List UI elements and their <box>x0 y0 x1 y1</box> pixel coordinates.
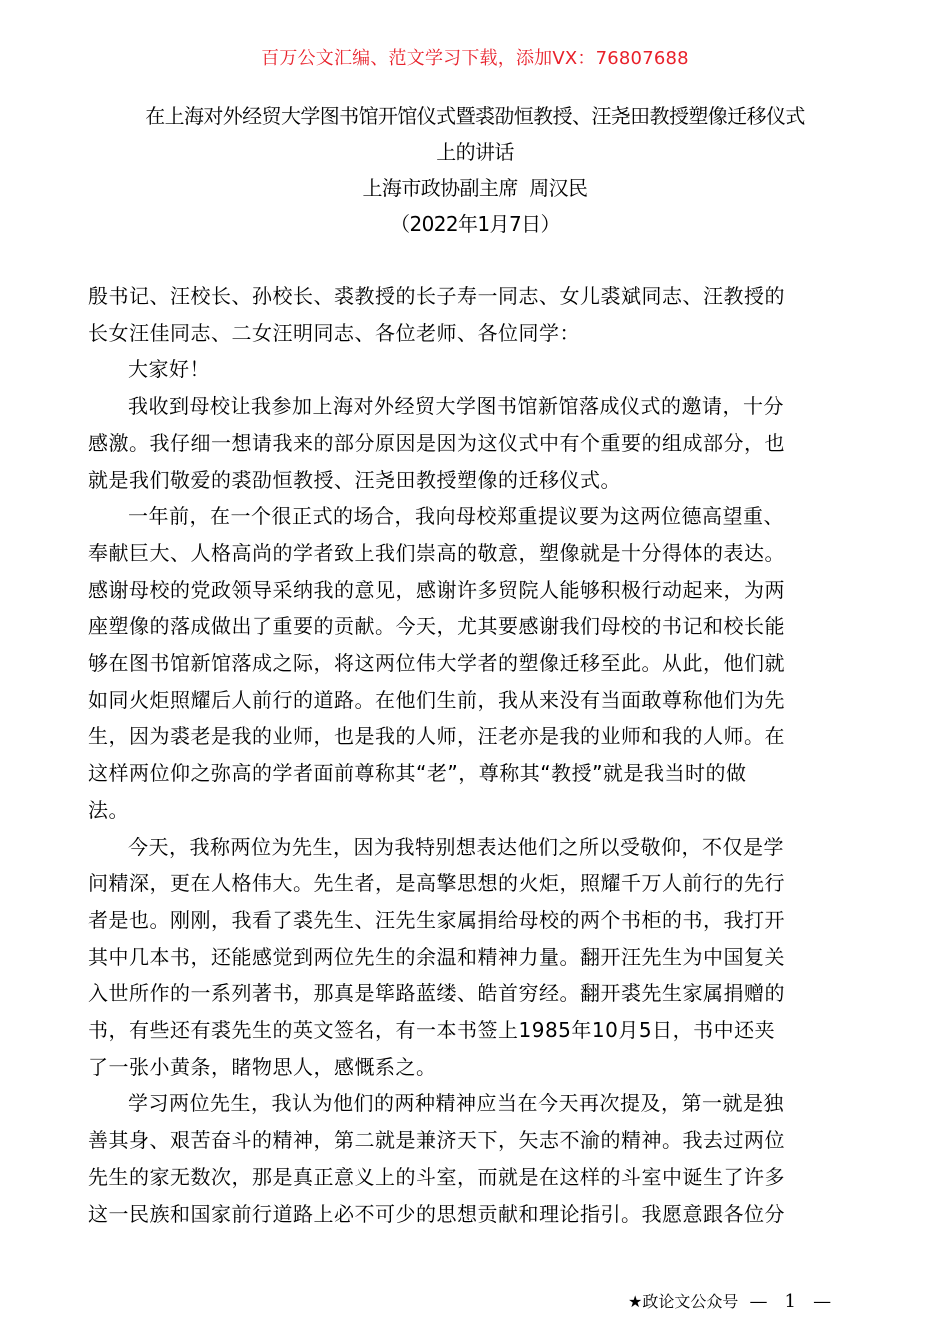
title-block <box>80 98 870 242</box>
text-line: 书，有些还有裘先生的英文签名，有一本书签上1985年10月5日，书中还夹 <box>88 1018 776 1043</box>
speech-date: （2022年1月7日） <box>390 212 560 236</box>
document-body <box>88 278 862 1232</box>
document-title-line-1: 在上海对外经贸大学图书馆开馆仪式暨裘劭恒教授、汪尧田教授塑像迁移仪式 <box>145 104 805 128</box>
text-line: 其中几本书，还能感觉到两位先生的余温和精神力量。翻开汪先生为中国复关 <box>88 944 785 969</box>
page-footer <box>628 1290 837 1314</box>
text-line: 问精深，更在人格伟大。先生者，是高擎思想的火炬，照耀千万人前行的先行 <box>88 871 785 896</box>
text-line: 感激。我仔细一想请我来的部分原因是因为这仪式中有个重要的组成部分，也 <box>88 430 785 455</box>
text-line: 善其身、艰苦奋斗的精神，第二就是兼济天下，矢志不渝的精神。我去过两位 <box>88 1128 785 1153</box>
text-line: 奉献巨大、人格高尚的学者致上我们崇高的敬意，塑像就是十分得体的表达。 <box>88 540 785 565</box>
text-line: 者是也。刚刚，我看了裘先生、汪先生家属捐给母校的两个书柜的书，我打开 <box>88 907 785 932</box>
page-number: 1 <box>784 1291 796 1312</box>
text-line: 如同火炬照耀后人前行的道路。在他们生前，我从来没有当面敢尊称他们为先 <box>88 687 785 712</box>
document-title-line-2: 上的讲话 <box>436 140 514 164</box>
text-line: 今天，我称两位为先生，因为我特别想表达他们之所以受敬仰，不仅是学 <box>128 834 784 859</box>
text-line: 够在图书馆新馆落成之际，将这两位伟大学者的塑像迁移至此。从此，他们就 <box>88 651 785 676</box>
page-dash-right: — <box>813 1291 832 1312</box>
body-paragraph <box>88 388 862 498</box>
text-line: 学习两位先生，我认为他们的两种精神应当在今天再次提及，第一就是独 <box>128 1091 784 1116</box>
text-line: 法。 <box>88 797 129 822</box>
footer-source: ★政论文公众号 <box>628 1292 739 1311</box>
text-line: 入世所作的一系列著书，那真是筚路蓝缕、皓首穷经。翻开裘先生家属捐赠的 <box>88 981 785 1006</box>
body-paragraph <box>88 1085 862 1232</box>
text-line: 生，因为裘老是我的业师，也是我的人师，汪老亦是我的业师和我的人师。在 <box>88 724 785 749</box>
text-line: 殷书记、汪校长、孙校长、裘教授的长子寿一同志、女儿裘斌同志、汪教授的 <box>88 284 785 308</box>
text-line: 了一张小黄条，睹物思人，感慨系之。 <box>88 1054 437 1079</box>
text-line: 感谢母校的党政领导采纳我的意见，感谢许多贸院人能够积极行动起来，为两 <box>88 577 785 602</box>
text-line: 就是我们敬爱的裘劭恒教授、汪尧田教授塑像的迁移仪式。 <box>88 467 621 492</box>
body-paragraph <box>88 498 862 828</box>
text-line: 我收到母校让我参加上海对外经贸大学图书馆新馆落成仪式的邀请，十分 <box>128 394 784 419</box>
watermark-banner: 百万公文汇编、范文学习下载，添加VX：76807688 <box>261 48 689 69</box>
text-line: 大家好！ <box>128 357 210 382</box>
text-line: 先生的家无数次，那是真正意义上的斗室，而就是在这样的斗室中诞生了许多 <box>88 1164 785 1189</box>
salutation-paragraph <box>88 278 862 351</box>
text-line: 长女汪佳同志、二女汪明同志、各位老师、各位同学： <box>88 320 580 345</box>
page-dash-left: — <box>749 1291 768 1312</box>
body-paragraph <box>88 829 862 1086</box>
text-line: 这一民族和国家前行道路上必不可少的思想贡献和理论指引。我愿意跟各位分 <box>88 1201 785 1226</box>
text-line: 这样两位仰之弥高的学者面前尊称其“老”，尊称其“教授”就是我当时的做 <box>88 761 747 786</box>
text-line: 座塑像的落成做出了重要的贡献。今天，尤其要感谢我们母校的书记和校长能 <box>88 614 785 639</box>
greeting-paragraph <box>88 351 862 388</box>
text-line: 一年前，在一个很正式的场合，我向母校郑重提议要为这两位德高望重、 <box>128 504 784 529</box>
speaker: 上海市政协副主席 周汉民 <box>362 176 588 200</box>
